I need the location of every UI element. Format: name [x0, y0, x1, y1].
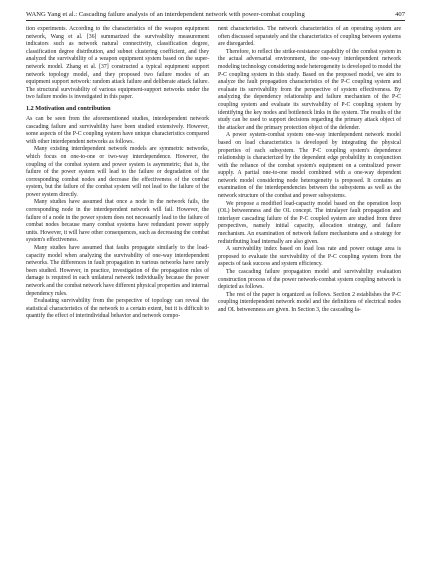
- paragraph: The rest of the paper is organized as follows. Section 2 establishes the P-C coupling interdependent network model and the definitions of electrical nodes and OL betweenness are given. In Section 3, the cascading fa-: [218, 291, 401, 313]
- paragraph: tion experiments. According to the characteristics of the weapon equipment network, Wang et al. [36] summarized the survivability measurement indicators such as network natural connectivity, classification degree, classification degree distribution, and subnet clustering coefficient, and they analyzed the survivability of a weapon equipment system based on the super-network model. Zhang et al. [37] constructed a typical equipment support network topology model, and they proposed two failure modes of an equipment support network: random attack failure and deliberate attack failure. The structural survivability of various equipment-support networks under the two failure modes is investigated in this paper.: [26, 26, 209, 101]
- paragraph: As can be seen from the aforementioned studies, interdependent network cascading failure and survivability have been studied extensively. However, some aspects of the P-C coupling system have unique characteristics compared with other interdependent networks as follows.: [26, 115, 209, 145]
- left-column: [26, 26, 209, 321]
- paragraph: nent characteristics. The network characteristics of an operating system are often discussed separately and the characteristics of coupling between systems are disregarded.: [218, 26, 401, 48]
- paragraph: A power system-combat system one-way interdependent network model based on load characteristics is developed by integrating the physical properties of each subsystem. The P-C coupling system's dependence relationship is characterized by the dependent edge probability in conjunction with the reliance of the combat system's equipment on a centralized power supply. A partial one-to-one model combined with a one-way dependent network model considering node heterogeneity is proposed. It contains an examination of the interdependencies between the subsystems as well as the network structure of the combat and power subsystems.: [218, 132, 401, 200]
- paragraph: The cascading failure propagation model and survivability evaluation construction process of the power network-combat system coupling network is depicted as follows.: [218, 269, 401, 291]
- paragraph: Many existing interdependent network models are symmetric networks, which focus on one-to-one or two-way interdependence. However, the coupling of the combat system and power system is asymmetric; that is, the failure of the power system will lead to the failure or degradation of the corresponding combat nodes and decrease the effectiveness of the combat system, but the failure of the combat system will not lead to the failure of the power system directly.: [26, 146, 209, 198]
- section-heading: 1.2 Motivation and contribution: [26, 104, 111, 112]
- page-number: 407: [395, 11, 405, 18]
- right-column: [218, 26, 401, 315]
- running-header: [26, 11, 405, 19]
- paragraph: Evaluating survivability from the perspective of topology can reveal the statistical characteristics of the network to a certain extent, but it is difficult to quantify the effect of interindividual behavior and network compo-: [26, 298, 209, 320]
- paragraph: Many studies have assumed that faults propagate similarly to the load-capacity model when analyzing the survivability of one-way interdependent networks. The differences in fault propagation in various networks have rarely been studied. However, in practice, investigation of the propagation rules of damage is required in each unilateral network individually because the power network and the combat network have different physical properties and internal dependency rules.: [26, 245, 209, 297]
- paragraph: Therefore, to reflect the strike-resistance capability of the combat system in the actual adversarial environment, the one-way interdependent network modeling technology considering node heterogeneity is developed to model the P-C coupling system in this study. Based on the proposed model, we aim to analyze the fault propagation characteristics of the P-C coupling system and evaluate its survivability from the perspective of system effectiveness. By analyzing the dependency relationship and failure mechanism of the P-C coupling system and evaluate its survivability of P-C coupling system by identifying the key nodes and bottleneck links in the system. The results of the study can be used to support decisions regarding the primary attack object of the attacker and the primary protection object of the defender.: [218, 48, 401, 131]
- paragraph: We propose a modified load-capacity model based on the operation loop (OL) betweenness and the OL concept. The intralayer fault propagation and interlayer cascading failure of the P-C coupled system are studied from three perspectives, namely initial capacity, allocation strategy, and failure mechanism. An examination of network failure mechanisms and a strategy for redistributing load internally are also given.: [218, 200, 401, 245]
- paragraph: Many studies have assumed that once a node in the network fails, the corresponding node in the interdependent network will fail. However, the failure of a node in the power system does not necessarily lead to the failure of combat nodes because many combat systems have redundant power supply units. However, it will have other consequences, such as decreasing the combat system's effectiveness.: [26, 199, 209, 244]
- paragraph: A survivability index based on load loss rate and power outage area is proposed to evaluate the survivability of the P-C coupling system from the aspects of task success and system efficiency.: [218, 246, 401, 268]
- running-title: WANG Yang et al.: Cascading failure analysis of an interdependent network with power-combat coupling: [26, 11, 305, 18]
- header-rule: [26, 20, 405, 21]
